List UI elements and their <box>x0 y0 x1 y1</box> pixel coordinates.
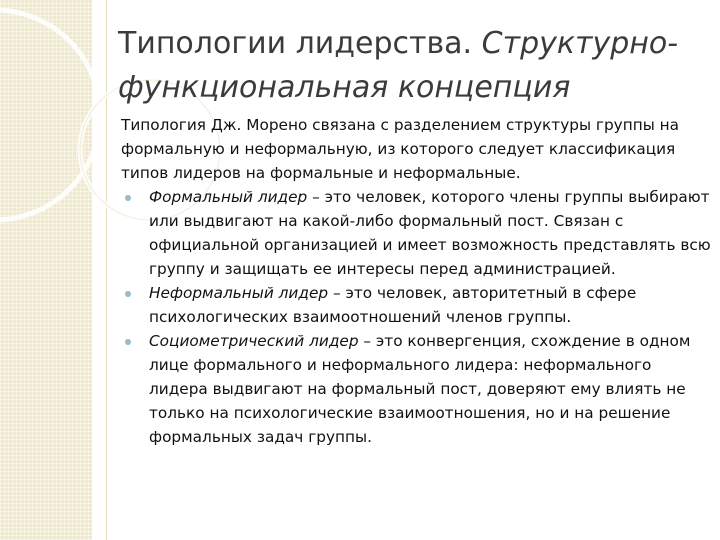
title-italic-part-1: Структурно- <box>481 26 679 61</box>
term-formal-leader: Формальный лидер <box>149 188 308 206</box>
bullet-dot-icon <box>125 195 131 201</box>
bullet-dot-icon <box>125 291 131 297</box>
term-sociometric-leader: Социометрический лидер <box>149 332 359 350</box>
title-plain: Типологии лидерства. <box>118 26 482 61</box>
definition-informal-leader: – это человек, авторитетный в сфере психологических взаимоотношений членов группы. <box>149 284 637 326</box>
bullet-dot-icon <box>125 339 131 345</box>
slide-title <box>118 22 708 110</box>
definition-formal-leader: – это человек, которого члены группы выбирают или выдвигают на какой-либо формальный пост. Связан с официальной организацией и имеет возможность представлять всю группу и защищать ее интересы перед администрацией. <box>149 188 711 278</box>
bullet-item-informal-leader <box>121 281 713 329</box>
bullet-item-sociometric-leader <box>121 329 713 449</box>
bullet-list <box>121 185 713 449</box>
bullet-item-formal-leader <box>121 185 713 281</box>
definition-sociometric-leader: – это конвергенция, схождение в одном лице формального и неформального лидера: неформального лидера выдвигают на формальный пост, доверяют ему влиять не только на психологические взаимоотношения, но и на решение формальных задач группы. <box>149 332 691 446</box>
intro-paragraph: Типология Дж. Морено связана с разделением структуры группы на формальную и неформальную, из которого следует классификация типов лидеров на формальные и неформальные. <box>121 116 680 182</box>
slide-body <box>121 113 713 449</box>
title-italic-part-2: функциональная концепция <box>118 70 571 105</box>
term-informal-leader: Неформальный лидер <box>149 284 329 302</box>
